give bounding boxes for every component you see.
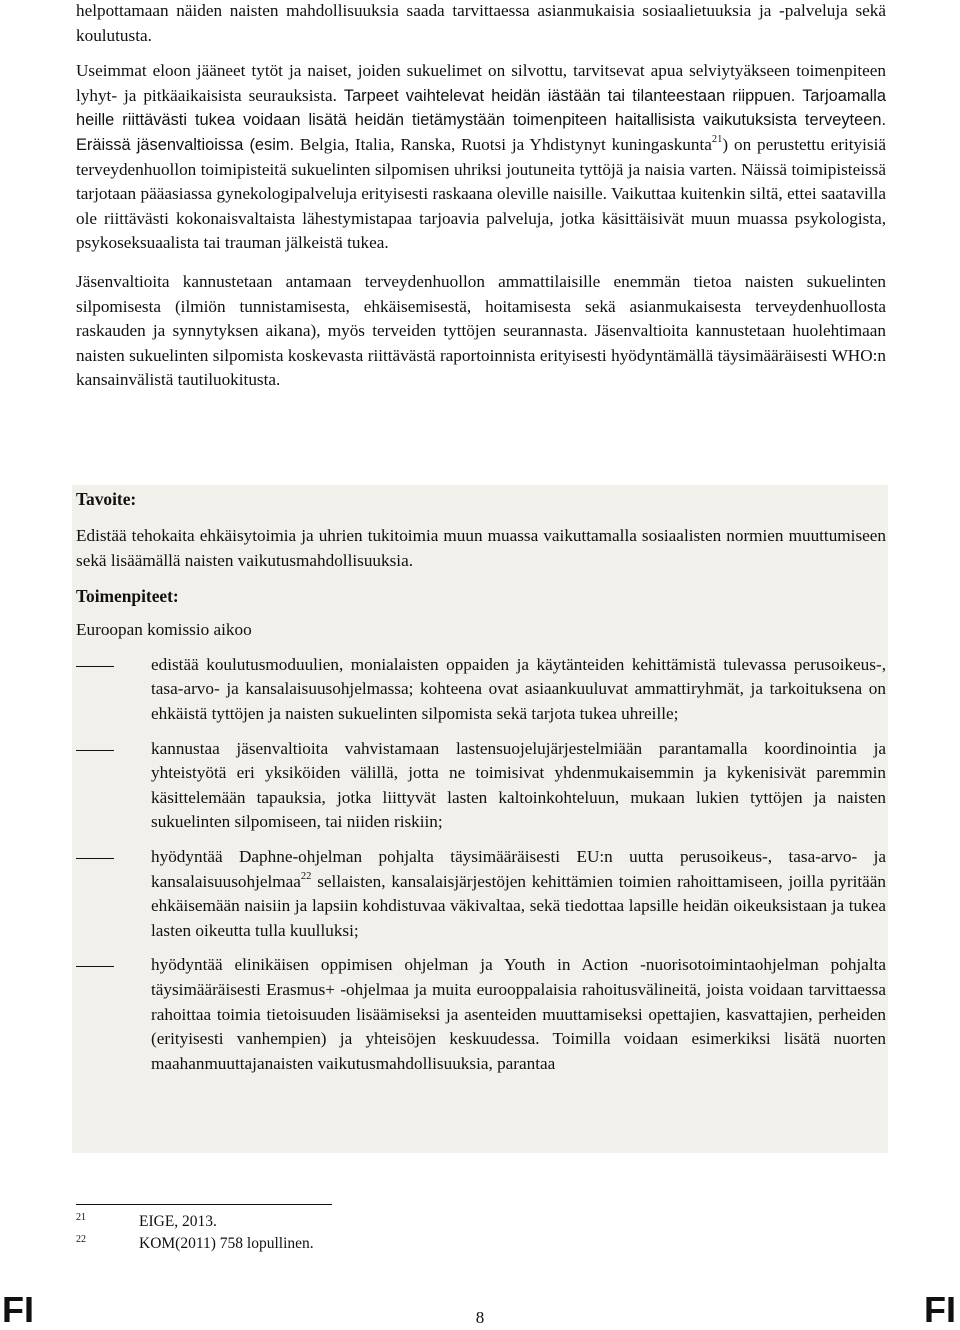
paragraph-survivors-support-tail: ) on perustettu erityisiä terveydenhuollon toimipisteitä sukuelinten silpomisen uhriksi joutuneita tyttöjä ja naisia varten. Näissä toimipisteissä tarjotaan pääasiassa gynekologipalveluja erityisesti raskaana oleville naisille. Vaikuttaa kuitenkin siltä, ettei saatavilla ole riittävästi kokonaisvaltaista lähestymistapaa tarjoavia palveluja, jotka käsittäisivät muun muassa psykologista, psykoseksuaalista tai trauman jälkeistä tukea. [76,134,886,253]
paragraph-services: helpottamaan näiden naisten mahdollisuuksia saada tarvittaessa asianmukaisia sosiaalietuuksia ja -palveluja sekä koulutusta. [76,1,886,45]
paragraph-survivors-support-countries: Belgia, Italia, Ranska, Ruotsi ja Yhdistynyt kuningaskunta [299,134,712,154]
measure-item [76,737,886,835]
paragraph-survivors-support-lead: Useimmat eloon jääneet tytöt ja naiset, joiden sukuelimet on silvottu, tarvitsevat apua selviytyäkseen toimenpiteen lyhyt- ja pitkäaikaisista seurauksista. [76,61,886,105]
measure-item [76,653,886,727]
footer-language-right: FI [924,1289,956,1330]
measures-intro: Euroopan komissio aikoo [76,620,252,640]
measure-text-lead: hyödyntää Daphne-ohjelman pohjalta täysimääräisesti EU:n uutta perusoikeus-, tasa-arvo- ja kansalaisuusohjelmaa [151,846,886,891]
paragraph-health-professionals: Jäsenvaltioita kannustetaan antamaan terveydenhuollon ammattilaisille enemmän tietoa naisten sukuelinten silpomisesta (ilmiön tunnistamisesta, ehkäisemisestä, hoitamisesta sekä asianmukaisesta terveydenhuollosta raskauden ja synnytyksen aikana), myös terveiden tyttöjen seurannasta. Jäsenvaltioita kannustetaan huolehtimaan naisten sukuelinten silpomista koskevasta riittävästä raportoinnista erityisesti hyödyntämällä täysimääräisesti WHO:n kansainvälistä tautiluokitusta. [76,271,886,390]
measure-item [76,953,886,1076]
footnote-text: EIGE, 2013. [139,1213,217,1230]
footnote-ref-21[interactable]: 21 [711,133,723,145]
measure-text: kannustaa jäsenvaltioita vahvistamaan lastensuojelujärjestelmiään parantamalla koordinointia ja yhteistyötä eri yksiköiden välillä, jotta ne toimisivat yhdenmukaisemmin ja kykenisivät paremmin käsittelemään tapauksia, jotka liittyvät lasten kaltoinkohteluun, mukaan lukien tyttöjen ja naisten sukuelinten silpomiseen, tai niiden riskiin; [151,738,886,832]
measure-item [76,845,886,943]
footnote-22 [76,1234,576,1256]
page-number: 8 [475,1308,485,1327]
page-body [76,0,886,393]
measure-text [151,845,886,943]
paragraph-survivors-support-needs: Tarpeet vaihtelevat heidän iästään tai tilanteestaan riippuen. Tarjoamalla heille riittävästi tukea voidaan lisätä heidän tietämystään toimenpiteen haitallisista vaikutuksista terveyteen. Eräissä jäsenvaltioissa (esim. [76,86,887,154]
footnote-separator [76,1204,332,1205]
goal-heading: Tavoite: [76,489,137,509]
measure-text: hyödyntää elinikäisen oppimisen ohjelman ja Youth in Action -nuorisotoimintaohjelman pohjalta täysimääräisesti Erasmus+ -ohjelmaa ja muita eurooppalaisia rahoitusvälineitä, joista voidaan tarvittaessa rahoittaa toimia tietoisuuden lisäämiseksi ja asenteiden muuttamiseksi opettajien, kasvattajien, perheiden (erityisesti vanhempien) ja yhteisöjen keskuudessa. Toimilla voidaan esimerkiksi lisätä nuorten maahanmuuttajanaisten vaikutusmahdollisuuksia, parantaa [151,955,886,1073]
measures-heading: Toimenpiteet: [76,586,179,607]
objectives-box [72,485,888,1153]
footnote-number: 21 [76,1212,86,1223]
footnote-text: KOM(2011) 758 lopullinen. [139,1235,314,1252]
goal-text: Edistää tehokaita ehkäisytoimia ja uhrien tukitoimia muun muassa vaikuttamalla sosiaalisten normien muuttumiseen sekä lisäämällä naisten vaikutusmahdollisuuksia. [76,526,886,570]
footnote-ref-22[interactable]: 22 [300,870,312,882]
paragraph-survivors-support [76,59,886,256]
footnote-number: 22 [76,1234,86,1245]
measure-text-tail: sellaisten, kansalaisjärjestöjen kehittämien toimien rahoittamiseen, joilla pyritään ehkäisemään naisiin ja lapsiin kohdistuvaa väkivaltaa, sekä tiedottaa lapsille heidän oikeuksistaan ja tukea lasten oikeutta tulla kuulluksi; [151,871,886,940]
footnotes [76,1212,576,1256]
footnote-21 [76,1212,576,1234]
measure-text: edistää koulutusmoduulien, monialaisten oppaiden ja käytänteiden kehittämistä tulevassa perusoikeus-, tasa-arvo- ja kansalaisuusohjelmassa; kohteena ovat asiaankuuluvat ammattiryhmät, ja tarkoituksena on ehkäistä tyttöjen ja naisten sukuelinten silpomista sekä tarjota tukea uhreille; [151,654,886,723]
footer-language-left: FI [2,1289,34,1330]
